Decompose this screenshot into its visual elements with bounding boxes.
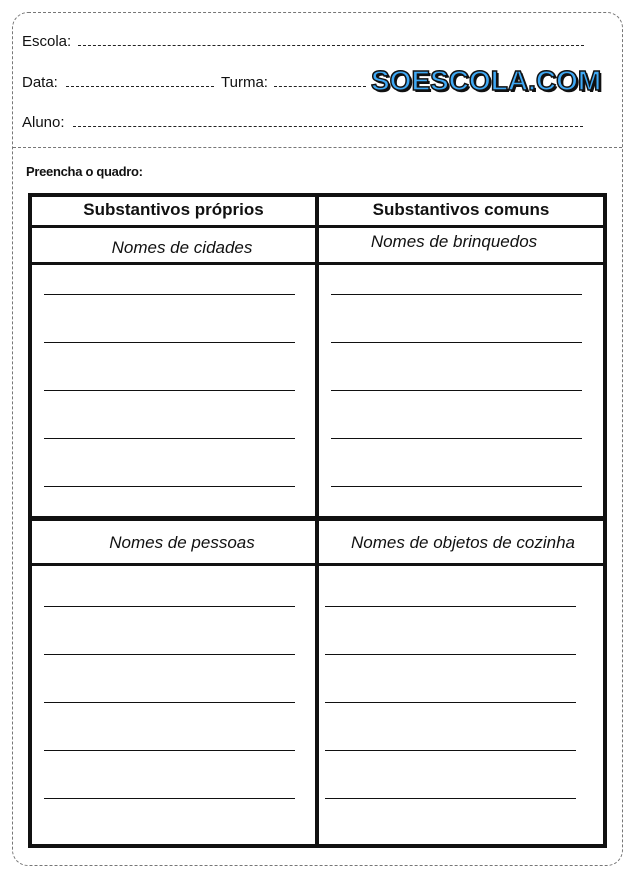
writing-line[interactable]: [331, 342, 582, 343]
writing-line[interactable]: [325, 702, 576, 703]
turma-label: Turma:: [221, 74, 268, 91]
instruction-text: Preencha o quadro:: [26, 164, 143, 179]
aluno-field[interactable]: [73, 126, 583, 127]
writing-line[interactable]: [331, 390, 582, 391]
writing-line[interactable]: [331, 486, 582, 487]
subheader-cidades: Nomes de cidades: [111, 238, 253, 257]
escola-field[interactable]: [78, 45, 584, 46]
writing-line[interactable]: [44, 294, 295, 295]
section-divider: [13, 147, 622, 148]
data-label: Data:: [22, 74, 58, 91]
col1-header: Substantivos próprios: [83, 200, 264, 219]
writing-line[interactable]: [44, 342, 295, 343]
writing-line[interactable]: [44, 750, 295, 751]
writing-line[interactable]: [44, 654, 295, 655]
table-header-divider: [28, 225, 607, 228]
subheader-pessoas: Nomes de pessoas: [109, 533, 255, 552]
writing-line[interactable]: [44, 438, 295, 439]
subheader-objetos-cozinha: Nomes de objetos de cozinha: [351, 533, 575, 552]
writing-line[interactable]: [44, 606, 295, 607]
escola-label: Escola:: [22, 33, 72, 50]
writing-line[interactable]: [44, 390, 295, 391]
table-middle-divider: [28, 516, 607, 521]
data-field[interactable]: [66, 86, 214, 87]
soescola-logo: SOESCOLA.COM: [371, 65, 602, 96]
turma-field[interactable]: [274, 86, 366, 87]
writing-line[interactable]: [325, 798, 576, 799]
subheader-brinquedos: Nomes de brinquedos: [370, 232, 538, 251]
writing-line[interactable]: [325, 654, 576, 655]
writing-line[interactable]: [325, 750, 576, 751]
aluno-label: Aluno:: [22, 114, 65, 131]
table-subheader-divider-top: [28, 262, 607, 265]
table-subheader-divider-bottom: [28, 563, 607, 566]
writing-line[interactable]: [44, 486, 295, 487]
writing-line[interactable]: [331, 294, 582, 295]
writing-line[interactable]: [44, 702, 295, 703]
writing-line[interactable]: [44, 798, 295, 799]
writing-line[interactable]: [325, 606, 576, 607]
writing-line[interactable]: [331, 438, 582, 439]
col2-header: Substantivos comuns: [372, 200, 550, 219]
